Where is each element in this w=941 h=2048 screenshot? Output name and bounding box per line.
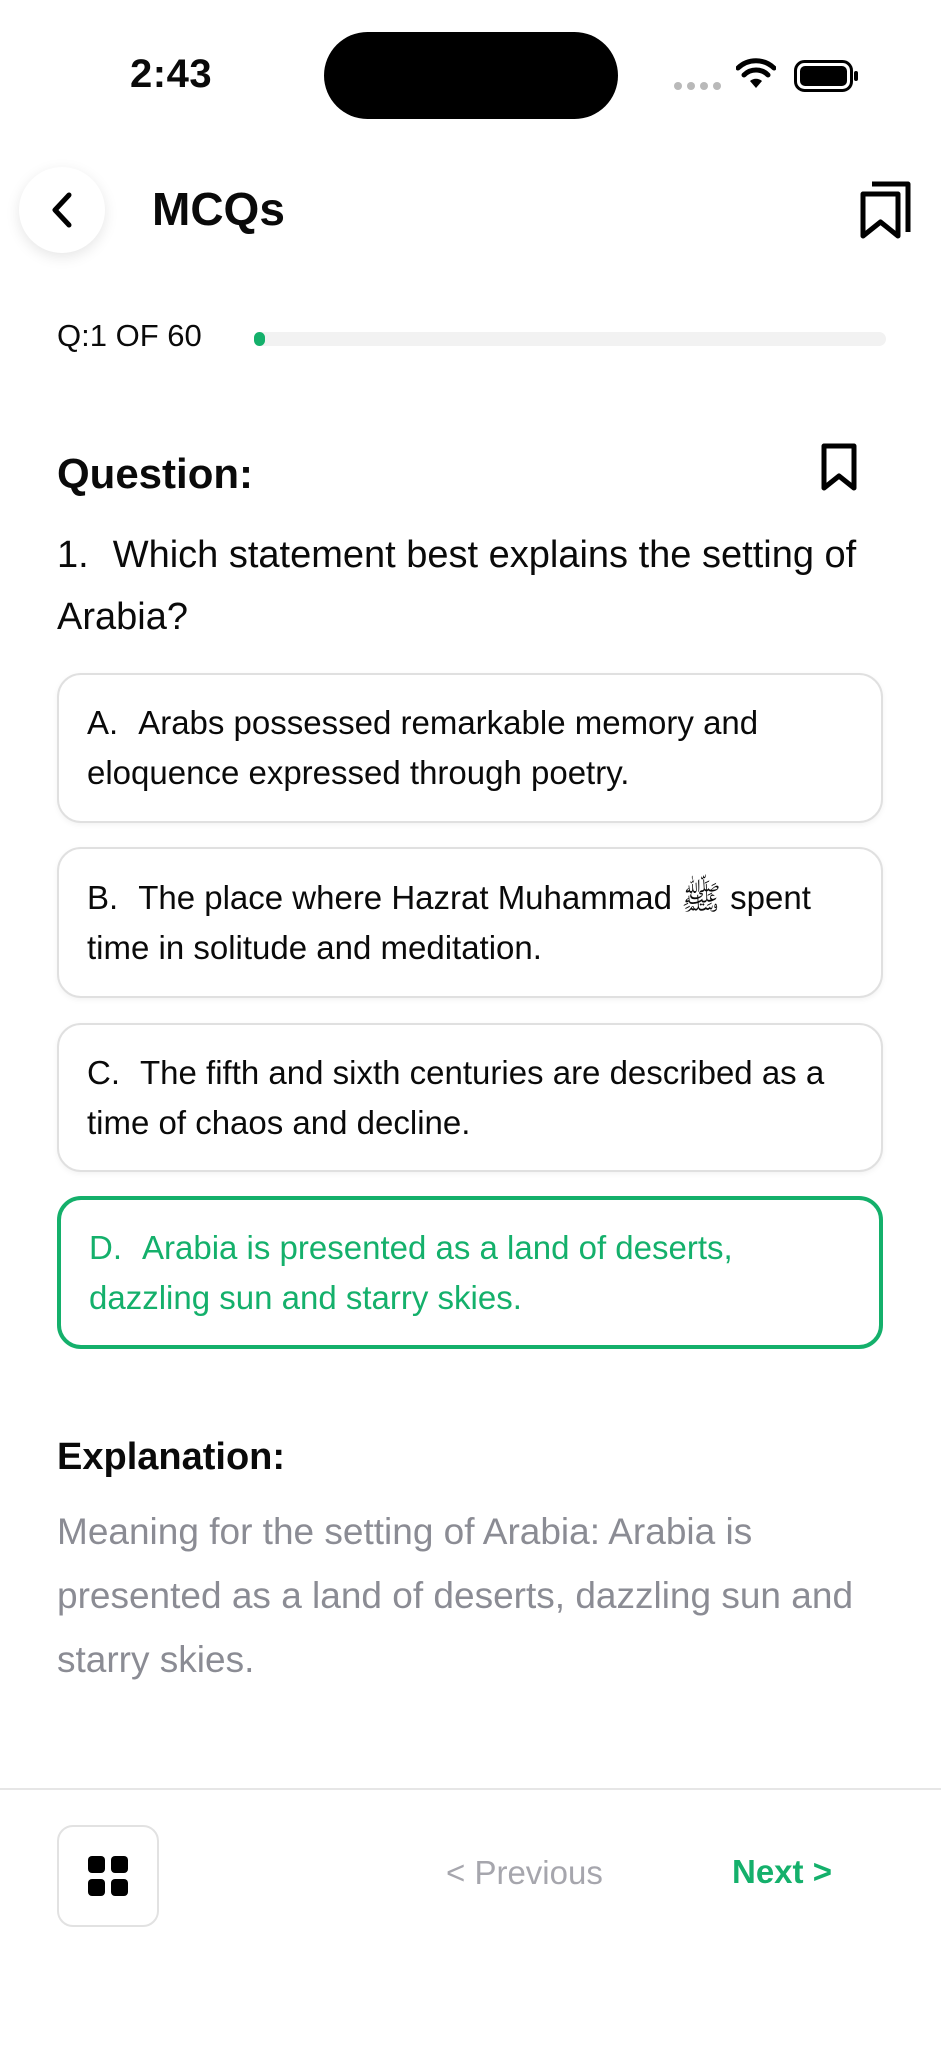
option-letter: C. [87,1053,120,1091]
question-grid-button[interactable] [57,1825,159,1927]
chevron-left-icon [47,190,77,230]
question-heading: Question: [57,450,253,497]
option-text: Arabia is presented as a land of deserts, dazzling sun and starry skies. [89,1228,733,1316]
status-time: 2:43 [130,52,213,96]
progress-label: Q:1 OF 60 [57,318,202,353]
battery-icon [794,60,860,92]
next-button[interactable]: Next > [732,1853,832,1890]
wifi-icon [736,58,776,90]
page-title: MCQs [152,183,285,235]
progress-bar [254,332,886,346]
question-body: Which statement best explains the setting of Arabia? [57,534,857,638]
question-text [57,524,877,648]
progress-bar-fill [254,332,265,346]
option-text: Arabs possessed remarkable memory and eloquence expressed through poetry. [87,704,759,791]
option-text: The fifth and sixth centuries are described as a time of chaos and decline. [87,1053,825,1141]
grid-icon [88,1856,128,1896]
option-a[interactable] [57,673,883,823]
explanation-text: Meaning for the setting of Arabia: Arabia is presented as a land of deserts, dazzling sun and starry skies. [57,1511,854,1680]
previous-button[interactable]: < Previous [446,1854,603,1891]
option-d[interactable] [57,1196,883,1349]
bookmarks-icon[interactable] [858,180,914,240]
dynamic-island [324,32,618,119]
cellular-signal-icon [674,82,721,90]
option-text: The place where Hazrat Muhammad ﷺ spent time in solitude and meditation. [87,878,811,966]
option-letter: A. [87,704,119,741]
option-letter: B. [87,878,119,916]
option-b[interactable] [57,847,883,998]
question-number: 1. [57,534,89,576]
option-letter: D. [89,1228,122,1266]
back-button[interactable] [19,167,105,253]
explanation-heading: Explanation: [57,1436,286,1478]
footer-divider [0,1788,941,1790]
bookmark-icon[interactable] [820,442,858,492]
option-c[interactable] [57,1023,883,1172]
